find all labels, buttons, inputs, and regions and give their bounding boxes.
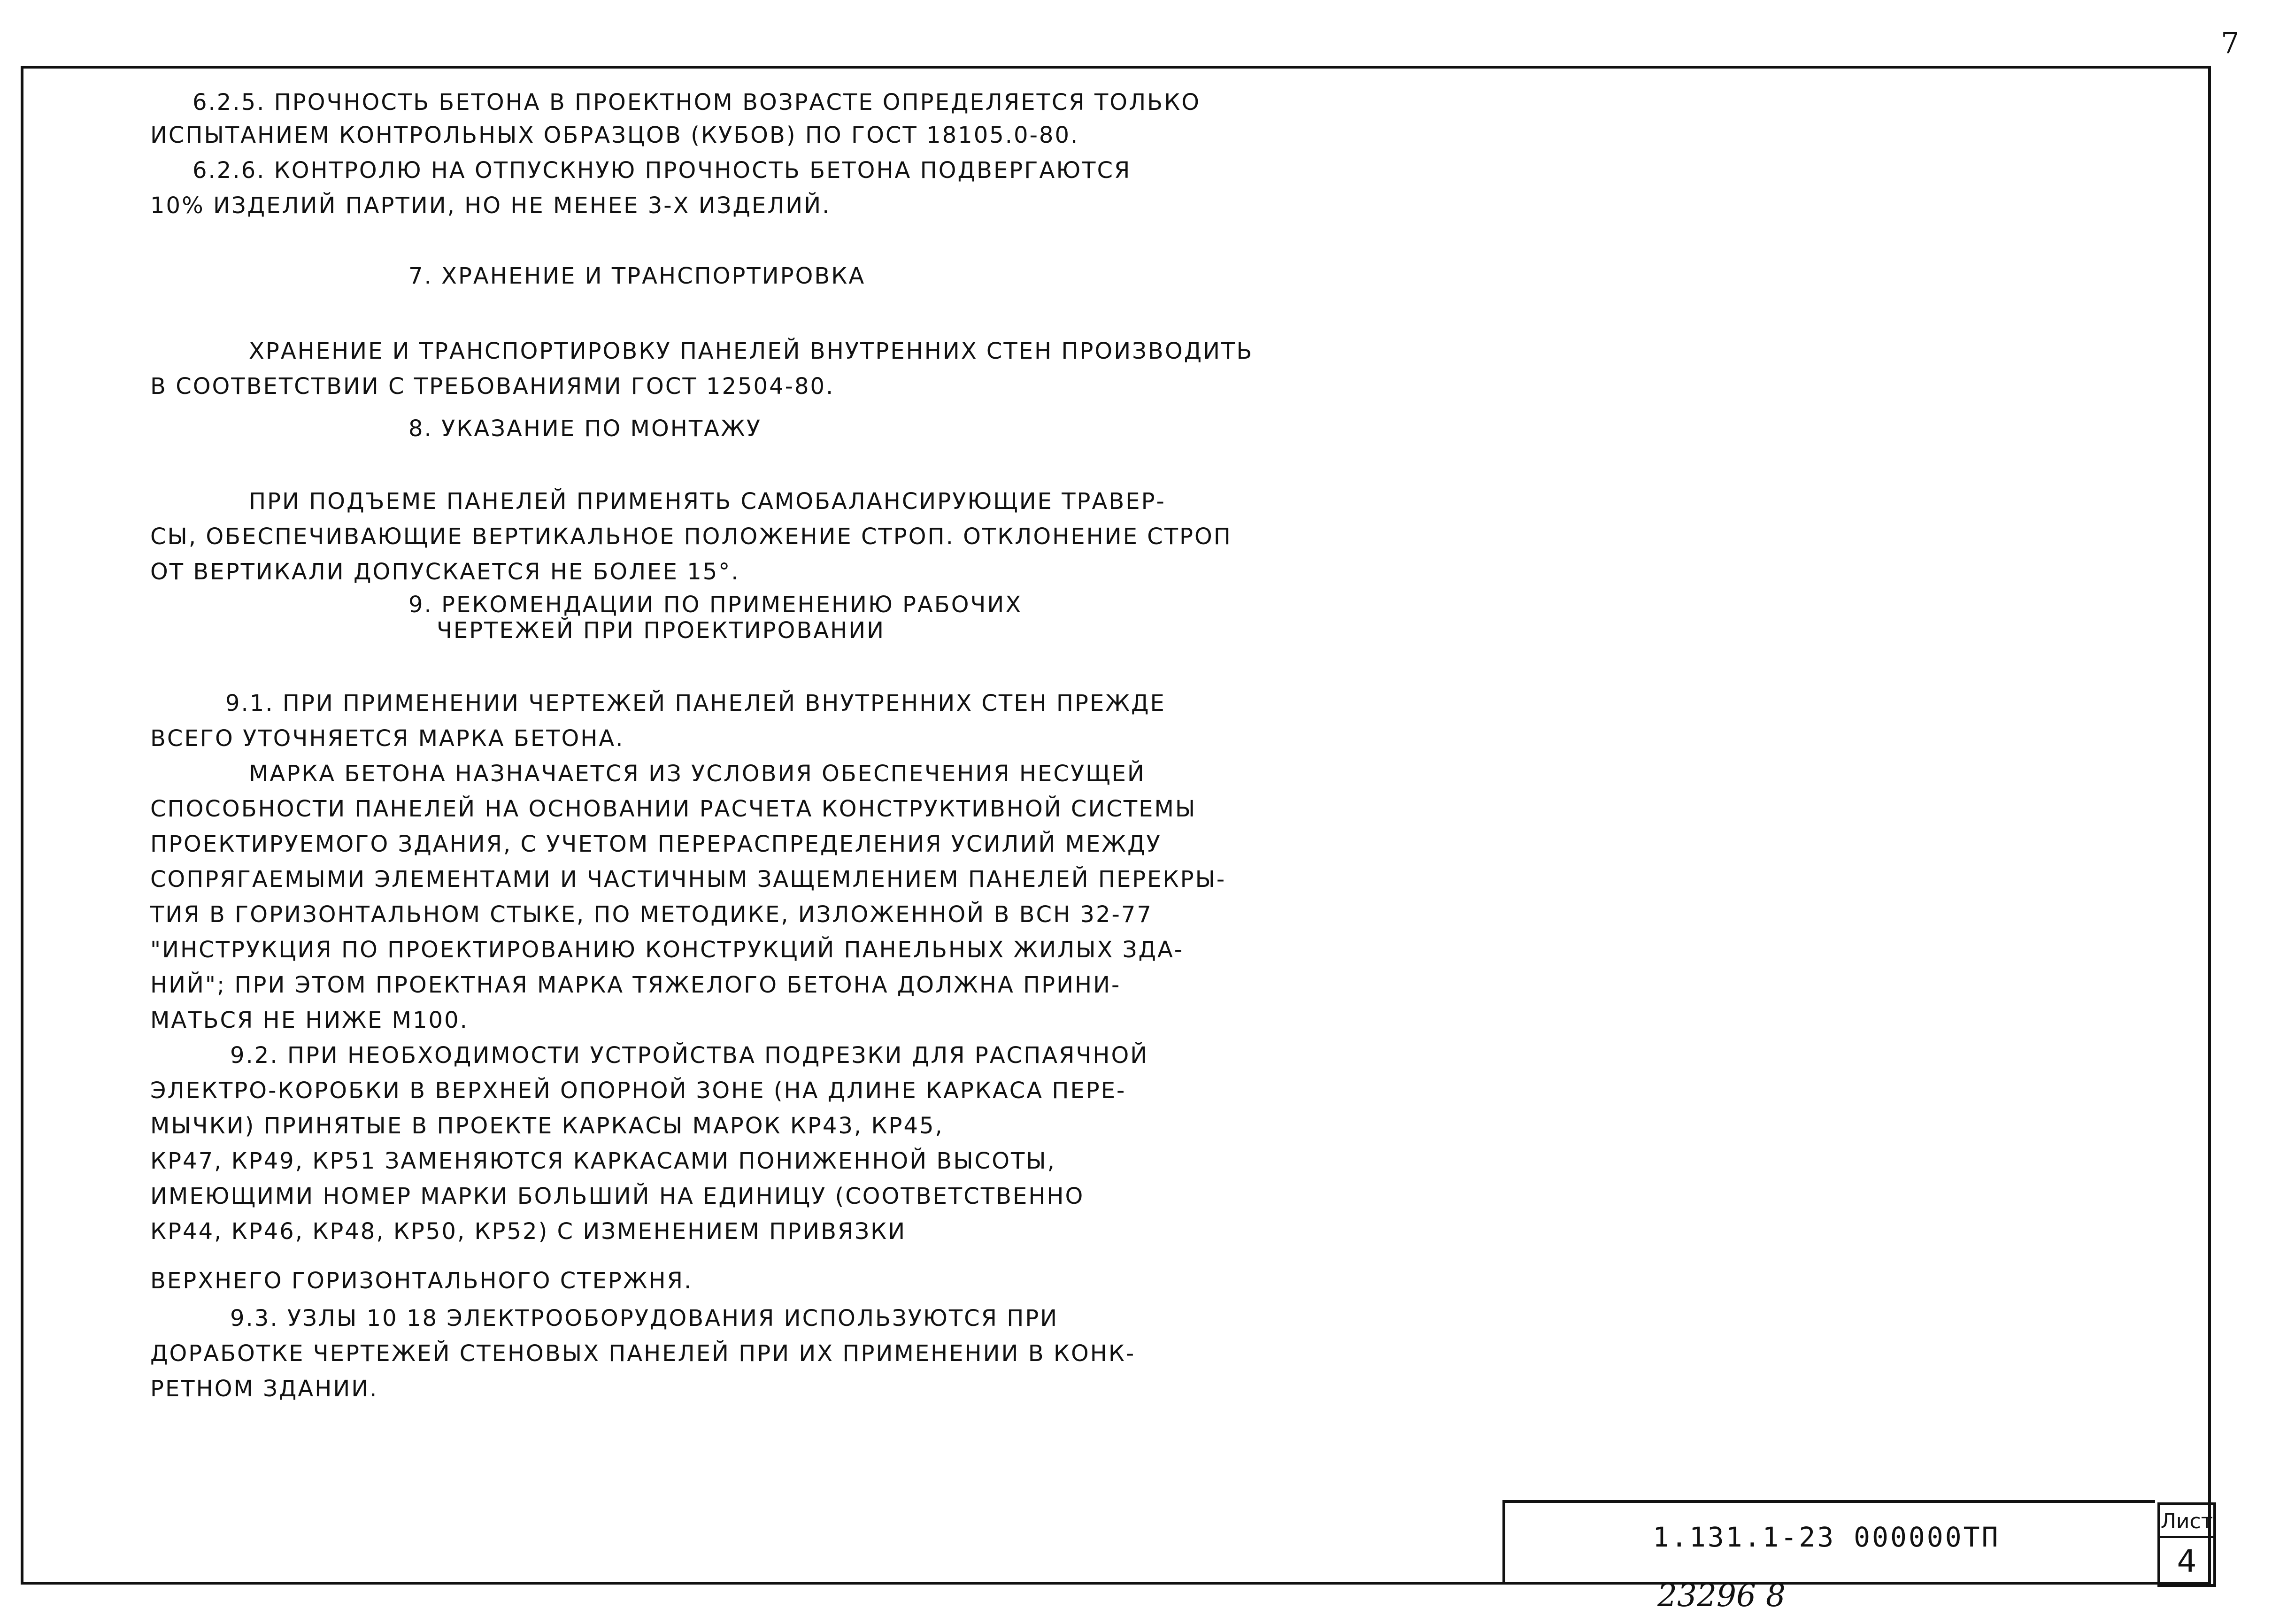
sheet-number: 4	[2177, 1543, 2197, 1579]
paragraph-9-3-line-3: РЕТНОМ ЗДАНИИ.	[150, 1376, 378, 1402]
paragraph-9-2-line-6: КР44, КР46, КР48, КР50, КР52) С ИЗМЕНЕНИЕМ ПРИВЯЗКИ	[150, 1218, 907, 1245]
archive-number: 23296 8	[1657, 1578, 1786, 1614]
page-number: 7	[2221, 26, 2240, 60]
heading-section-9-line-1: 9. РЕКОМЕНДАЦИИ ПО ПРИМЕНЕНИЮ РАБОЧИХ	[408, 592, 1023, 618]
paragraph-9-1-line-4: СПОСОБНОСТИ ПАНЕЛЕЙ НА ОСНОВАНИИ РАСЧЕТА КОНСТРУКТИВНОЙ СИСТЕМЫ	[150, 796, 1197, 822]
paragraph-9-1-line-1: 9.1. ПРИ ПРИМЕНЕНИИ ЧЕРТЕЖЕЙ ПАНЕЛЕЙ ВНУТРЕННИХ СТЕН ПРЕЖДЕ	[225, 690, 1166, 716]
paragraph-9-2-line-2: ЭЛЕКТРО-КОРОБКИ В ВЕРХНЕЙ ОПОРНОЙ ЗОНЕ (НА ДЛИНЕ КАРКАСА ПЕРЕ-	[150, 1078, 1126, 1104]
paragraph-8-line-2: СЫ, ОБЕСПЕЧИВАЮЩИЕ ВЕРТИКАЛЬНОЕ ПОЛОЖЕНИЕ СТРОП. ОТКЛОНЕНИЕ СТРОП	[150, 523, 1232, 550]
paragraph-9-3-line-1: 9.3. УЗЛЫ 10 18 ЭЛЕКТРООБОРУДОВАНИЯ ИСПОЛЬЗУЮТСЯ ПРИ	[230, 1305, 1059, 1332]
paragraph-9-3-line-2: ДОРАБОТКЕ ЧЕРТЕЖЕЙ СТЕНОВЫХ ПАНЕЛЕЙ ПРИ ИХ ПРИМЕНЕНИИ В КОНК-	[150, 1340, 1136, 1367]
paragraph-8-line-1: ПРИ ПОДЪЕМЕ ПАНЕЛЕЙ ПРИМЕНЯТЬ САМОБАЛАНСИРУЮЩИЕ ТРАВЕР-	[249, 488, 1166, 515]
document-code: 1.131.1-23 000000ТП	[1653, 1521, 2000, 1553]
paragraph-9-2-line-1: 9.2. ПРИ НЕОБХОДИМОСТИ УСТРОЙСТВА ПОДРЕЗКИ ДЛЯ РАСПАЯЧНОЙ	[230, 1042, 1149, 1069]
heading-section-8: 8. УКАЗАНИЕ ПО МОНТАЖУ	[408, 416, 762, 442]
heading-section-9-line-2: ЧЕРТЕЖЕЙ ПРИ ПРОЕКТИРОВАНИИ	[437, 617, 886, 644]
paragraph-7-line-1: ХРАНЕНИЕ И ТРАНСПОРТИРОВКУ ПАНЕЛЕЙ ВНУТРЕННИХ СТЕН ПРОИЗВОДИТЬ	[249, 338, 1254, 364]
paragraph-9-1-line-6: СОПРЯГАЕМЫМИ ЭЛЕМЕНТАМИ И ЧАСТИЧНЫМ ЗАЩЕМЛЕНИЕМ ПАНЕЛЕЙ ПЕРЕКРЫ-	[150, 866, 1226, 893]
heading-section-7: 7. ХРАНЕНИЕ И ТРАНСПОРТИРОВКА	[408, 263, 866, 289]
paragraph-9-1-line-10: МАТЬСЯ НЕ НИЖЕ М100.	[150, 1007, 469, 1033]
paragraph-9-1-line-8: "ИНСТРУКЦИЯ ПО ПРОЕКТИРОВАНИЮ КОНСТРУКЦИЙ ПАНЕЛЬНЫХ ЖИЛЫХ ЗДА-	[150, 937, 1184, 963]
paragraph-9-1-line-3: МАРКА БЕТОНА НАЗНАЧАЕТСЯ ИЗ УСЛОВИЯ ОБЕСПЕЧЕНИЯ НЕСУЩЕЙ	[249, 761, 1146, 787]
paragraph-9-2-line-7: ВЕРХНЕГО ГОРИЗОНТАЛЬНОГО СТЕРЖНЯ.	[150, 1268, 693, 1294]
paragraph-8-line-3: ОТ ВЕРТИКАЛИ ДОПУСКАЕТСЯ НЕ БОЛЕЕ 15°.	[150, 559, 740, 585]
paragraph-6-2-6-line-1: 6.2.6. КОНТРОЛЮ НА ОТПУСКНУЮ ПРОЧНОСТЬ БЕТОНА ПОДВЕРГАЮТСЯ	[193, 157, 1132, 184]
paragraph-6-2-5-line-2: ИСПЫТАНИЕМ КОНТРОЛЬНЫХ ОБРАЗЦОВ (КУБОВ) ПО ГОСТ 18105.0-80.	[150, 122, 1079, 148]
paragraph-9-1-line-5: ПРОЕКТИРУЕМОГО ЗДАНИЯ, С УЧЕТОМ ПЕРЕРАСПРЕДЕЛЕНИЯ УСИЛИЙ МЕЖДУ	[150, 831, 1162, 857]
paragraph-9-1-line-2: ВСЕГО УТОЧНЯЕТСЯ МАРКА БЕТОНА.	[150, 725, 624, 752]
paragraph-9-2-line-4: КР47, КР49, КР51 ЗАМЕНЯЮТСЯ КАРКАСАМИ ПОНИЖЕННОЙ ВЫСОТЫ,	[150, 1148, 1056, 1174]
paragraph-9-1-line-7: ТИЯ В ГОРИЗОНТАЛЬНОМ СТЫКЕ, ПО МЕТОДИКЕ, ИЗЛОЖЕННОЙ В ВСН 32-77	[150, 901, 1153, 928]
paragraph-6-2-5-line-1: 6.2.5. ПРОЧНОСТЬ БЕТОНА В ПРОЕКТНОМ ВОЗРАСТЕ ОПРЕДЕЛЯЕТСЯ ТОЛЬКО	[193, 89, 1201, 115]
sheet-box	[2157, 1502, 2216, 1587]
paragraph-9-2-line-3: МЫЧКИ) ПРИНЯТЫЕ В ПРОЕКТЕ КАРКАСЫ МАРОК КР43, КР45,	[150, 1113, 944, 1139]
paragraph-9-2-line-5: ИМЕЮЩИМИ НОМЕР МАРКИ БОЛЬШИЙ НА ЕДИНИЦУ (СООТВЕТСТВЕННО	[150, 1183, 1085, 1209]
paragraph-7-line-2: В СООТВЕТСТВИИ С ТРЕБОВАНИЯМИ ГОСТ 12504-80.	[150, 373, 835, 400]
paragraph-9-1-line-9: НИЙ"; ПРИ ЭТОМ ПРОЕКТНАЯ МАРКА ТЯЖЕЛОГО БЕТОНА ДОЛЖНА ПРИНИ-	[150, 972, 1121, 998]
paragraph-6-2-6-line-2: 10% ИЗДЕЛИЙ ПАРТИИ, НО НЕ МЕНЕЕ 3-Х ИЗДЕЛИЙ.	[150, 192, 831, 219]
sheet-label: Лист	[2160, 1505, 2213, 1538]
